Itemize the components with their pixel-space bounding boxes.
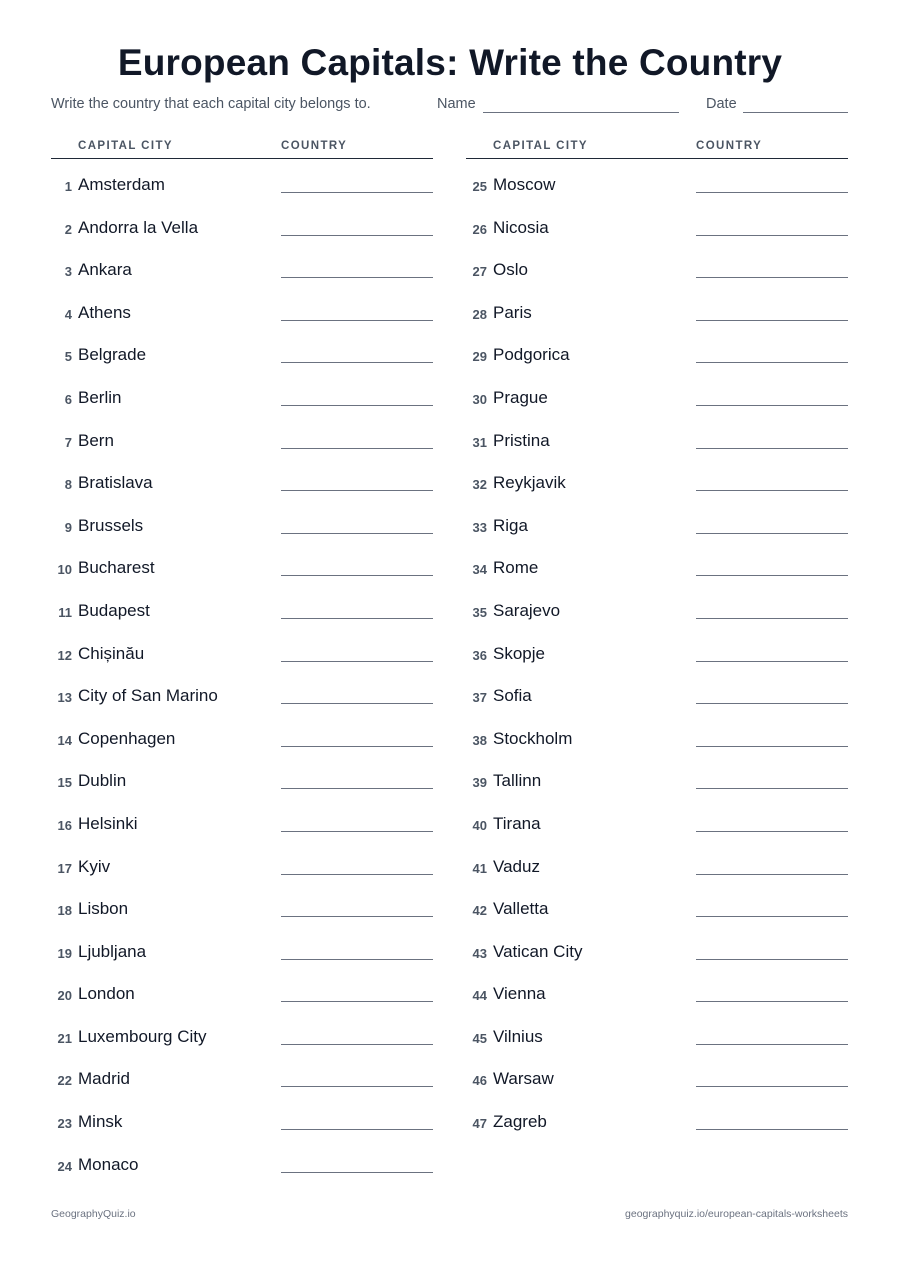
country-answer-line[interactable] xyxy=(281,575,433,576)
page-title: European Capitals: Write the Country xyxy=(117,42,783,83)
question-row xyxy=(51,503,433,546)
capital-city-name: Bern xyxy=(78,430,114,450)
country-answer-line[interactable] xyxy=(281,1086,433,1087)
country-answer-line[interactable] xyxy=(696,1129,848,1130)
question-number: 40 xyxy=(472,817,487,833)
country-answer-line[interactable] xyxy=(696,235,848,236)
country-answer-line[interactable] xyxy=(281,362,433,363)
question-row xyxy=(51,418,433,461)
question-row xyxy=(466,588,848,631)
question-number: 29 xyxy=(472,349,487,365)
question-row xyxy=(466,375,848,418)
question-row xyxy=(51,886,433,929)
question-number: 23 xyxy=(57,1116,72,1132)
country-answer-line[interactable] xyxy=(696,959,848,960)
question-number: 19 xyxy=(57,945,72,961)
question-number: 11 xyxy=(58,604,72,620)
question-row xyxy=(466,418,848,461)
question-row xyxy=(51,205,433,248)
capital-city-name: Prague xyxy=(493,387,548,407)
question-number: 43 xyxy=(472,945,487,961)
name-field[interactable] xyxy=(483,112,679,113)
country-answer-line[interactable] xyxy=(281,618,433,619)
header-country: COUNTRY xyxy=(281,140,348,152)
capital-city-name: Oslo xyxy=(493,260,528,280)
footer-brand: GeographyQuiz.io xyxy=(51,1208,136,1220)
question-number: 25 xyxy=(472,179,487,194)
country-answer-line[interactable] xyxy=(281,703,433,704)
question-row xyxy=(466,290,848,333)
country-answer-line[interactable] xyxy=(281,277,433,278)
country-answer-line[interactable] xyxy=(696,490,848,491)
question-number: 32 xyxy=(472,477,487,493)
country-answer-line[interactable] xyxy=(696,192,848,193)
capital-city-name: Andorra la Vella xyxy=(78,217,199,237)
country-answer-line[interactable] xyxy=(281,448,433,449)
capital-city-name: Sofia xyxy=(493,686,532,706)
capital-city-name: Paris xyxy=(493,302,532,322)
capital-city-name: Lisbon xyxy=(78,899,129,919)
question-number: 26 xyxy=(472,221,487,237)
question-number: 41 xyxy=(472,860,487,876)
question-number: 8 xyxy=(64,477,72,493)
capital-city-name: Budapest xyxy=(78,600,150,620)
country-answer-line[interactable] xyxy=(281,1172,433,1173)
capital-city-name: Valletta xyxy=(493,899,549,919)
country-answer-line[interactable] xyxy=(281,235,433,236)
question-row xyxy=(466,460,848,503)
footer-url: geographyquiz.io/european-capitals-worksheets xyxy=(625,1208,848,1220)
question-row xyxy=(51,162,433,205)
country-answer-line[interactable] xyxy=(696,831,848,832)
question-number: 39 xyxy=(472,775,487,791)
question-row xyxy=(51,375,433,418)
capital-city-name: Warsaw xyxy=(493,1069,554,1089)
question-number: 47 xyxy=(472,1116,487,1132)
question-number: 17 xyxy=(57,860,72,876)
capital-city-name: Reykjavik xyxy=(493,473,566,493)
country-answer-line[interactable] xyxy=(696,1044,848,1045)
question-number: 21 xyxy=(57,1030,72,1046)
capital-city-name: Minsk xyxy=(78,1112,123,1132)
question-row xyxy=(466,844,848,887)
country-answer-line[interactable] xyxy=(281,746,433,747)
question-number: 46 xyxy=(472,1073,487,1089)
country-answer-line[interactable] xyxy=(281,874,433,875)
country-answer-line[interactable] xyxy=(696,448,848,449)
question-row xyxy=(51,1142,433,1185)
left-column xyxy=(51,138,433,1184)
question-number: 1 xyxy=(64,179,72,194)
country-answer-line[interactable] xyxy=(696,746,848,747)
capital-city-name: Amsterdam xyxy=(78,175,165,194)
question-number: 22 xyxy=(57,1073,72,1089)
question-row xyxy=(466,545,848,588)
capital-city-name: Moscow xyxy=(493,175,556,194)
country-answer-line[interactable] xyxy=(281,661,433,662)
question-row xyxy=(466,1014,848,1057)
question-row xyxy=(51,1014,433,1057)
country-answer-line[interactable] xyxy=(696,788,848,789)
country-answer-line[interactable] xyxy=(281,788,433,789)
question-row xyxy=(51,929,433,972)
capital-city-name: Helsinki xyxy=(78,813,138,833)
right-column xyxy=(466,138,848,1142)
question-row xyxy=(51,247,433,290)
right-rows xyxy=(466,159,848,1142)
question-number: 20 xyxy=(57,988,72,1004)
capital-city-name: Vienna xyxy=(493,984,546,1004)
question-row xyxy=(466,332,848,375)
country-answer-line[interactable] xyxy=(696,1086,848,1087)
country-answer-line[interactable] xyxy=(696,362,848,363)
capital-city-name: Skopje xyxy=(493,643,545,663)
question-number: 12 xyxy=(57,647,72,663)
question-number: 6 xyxy=(64,391,72,407)
country-answer-line[interactable] xyxy=(696,916,848,917)
capital-city-name: Rome xyxy=(493,558,539,578)
question-number: 30 xyxy=(472,391,487,407)
capital-city-name: Belgrade xyxy=(78,345,147,365)
capital-city-name: Riga xyxy=(493,515,528,535)
question-row xyxy=(51,290,433,333)
capital-city-name: Kyiv xyxy=(78,856,111,876)
question-number: 13 xyxy=(57,690,72,706)
country-answer-line[interactable] xyxy=(281,959,433,960)
capital-city-name: Tirana xyxy=(493,813,541,833)
question-row xyxy=(466,631,848,674)
question-row xyxy=(466,1099,848,1142)
question-number: 44 xyxy=(472,988,487,1004)
country-answer-line[interactable] xyxy=(281,831,433,832)
question-row xyxy=(466,886,848,929)
question-row xyxy=(51,758,433,801)
country-answer-line[interactable] xyxy=(281,1001,433,1002)
question-row xyxy=(466,758,848,801)
capital-city-name: Sarajevo xyxy=(493,600,561,620)
capital-city-name: Berlin xyxy=(78,387,122,407)
country-answer-line[interactable] xyxy=(696,703,848,704)
country-answer-line[interactable] xyxy=(696,618,848,619)
capital-city-name: Vaduz xyxy=(493,856,540,876)
question-number: 7 xyxy=(64,434,72,450)
question-number: 31 xyxy=(472,434,487,450)
question-row xyxy=(466,673,848,716)
capital-city-name: Chișinău xyxy=(78,643,145,663)
question-number: 4 xyxy=(64,306,72,322)
question-row xyxy=(466,247,848,290)
question-number: 42 xyxy=(472,903,487,919)
question-row xyxy=(51,971,433,1014)
question-row xyxy=(466,162,848,205)
country-answer-line[interactable] xyxy=(696,575,848,576)
question-number: 15 xyxy=(57,775,72,791)
header-country: COUNTRY xyxy=(696,140,763,152)
question-number: 18 xyxy=(57,903,72,919)
question-number: 36 xyxy=(472,647,487,663)
question-row xyxy=(466,205,848,248)
question-number: 10 xyxy=(57,562,72,578)
capital-city-name: Ljubljana xyxy=(78,941,147,961)
instructions: Write the country that each capital city belongs to. xyxy=(51,96,371,112)
capital-city-name: Bucharest xyxy=(78,558,155,578)
capital-city-name: Bratislava xyxy=(78,473,153,493)
country-answer-line[interactable] xyxy=(696,874,848,875)
country-answer-line[interactable] xyxy=(696,277,848,278)
question-row xyxy=(51,631,433,674)
capital-city-name: London xyxy=(78,984,135,1004)
capital-city-name: Vatican City xyxy=(493,941,583,961)
country-answer-line[interactable] xyxy=(281,1129,433,1130)
country-answer-line[interactable] xyxy=(281,192,433,193)
question-number: 45 xyxy=(472,1030,487,1046)
question-number: 35 xyxy=(472,604,487,620)
question-row xyxy=(51,673,433,716)
capital-city-name: Podgorica xyxy=(493,345,570,365)
country-answer-line[interactable] xyxy=(281,320,433,321)
question-row xyxy=(51,716,433,759)
capital-city-name: Brussels xyxy=(78,515,144,535)
left-rows xyxy=(51,159,433,1184)
country-answer-line[interactable] xyxy=(281,916,433,917)
question-row xyxy=(466,1056,848,1099)
country-answer-line[interactable] xyxy=(281,1044,433,1045)
capital-city-name: Copenhagen xyxy=(78,728,176,748)
question-row xyxy=(466,929,848,972)
column-header xyxy=(51,138,433,159)
column-header xyxy=(466,138,848,159)
question-number: 3 xyxy=(64,264,72,280)
question-row xyxy=(51,588,433,631)
question-number: 24 xyxy=(57,1158,72,1174)
question-row xyxy=(466,971,848,1014)
question-number: 5 xyxy=(64,349,72,365)
date-field[interactable] xyxy=(743,112,848,113)
capital-city-name: Pristina xyxy=(493,430,550,450)
question-row xyxy=(51,332,433,375)
capital-city-name: Tallinn xyxy=(493,771,542,791)
question-number: 2 xyxy=(64,221,72,237)
capital-city-name: Monaco xyxy=(78,1154,139,1174)
country-answer-line[interactable] xyxy=(281,490,433,491)
country-answer-line[interactable] xyxy=(281,405,433,406)
country-answer-line[interactable] xyxy=(696,661,848,662)
question-row xyxy=(466,801,848,844)
question-number: 27 xyxy=(472,264,487,280)
question-number: 37 xyxy=(472,690,487,706)
country-answer-line[interactable] xyxy=(696,533,848,534)
capital-city-name: City of San Marino xyxy=(78,686,218,706)
question-number: 14 xyxy=(57,732,72,748)
capital-city-name: Zagreb xyxy=(493,1112,547,1132)
country-answer-line[interactable] xyxy=(696,320,848,321)
capital-city-name: Dublin xyxy=(78,771,127,791)
question-number: 16 xyxy=(57,817,72,833)
question-number: 33 xyxy=(472,519,487,535)
country-answer-line[interactable] xyxy=(696,1001,848,1002)
question-row xyxy=(51,844,433,887)
capital-city-name: Athens xyxy=(78,302,131,322)
capital-city-name: Luxembourg City xyxy=(78,1026,207,1046)
question-row xyxy=(466,503,848,546)
question-row xyxy=(466,716,848,759)
country-answer-line[interactable] xyxy=(281,533,433,534)
capital-city-name: Vilnius xyxy=(493,1026,543,1046)
question-number: 38 xyxy=(472,732,487,748)
header-capital-city: CAPITAL CITY xyxy=(493,140,588,152)
question-row xyxy=(51,460,433,503)
question-number: 9 xyxy=(64,519,72,535)
header-capital-city: CAPITAL CITY xyxy=(78,140,173,152)
date-label: Date xyxy=(706,96,737,112)
question-number: 28 xyxy=(472,306,487,322)
country-answer-line[interactable] xyxy=(696,405,848,406)
question-row xyxy=(51,545,433,588)
question-row xyxy=(51,1099,433,1142)
capital-city-name: Madrid xyxy=(78,1069,130,1089)
capital-city-name: Ankara xyxy=(78,260,132,280)
name-label: Name xyxy=(437,96,476,112)
question-number: 34 xyxy=(472,562,487,578)
question-row xyxy=(51,801,433,844)
capital-city-name: Nicosia xyxy=(493,217,549,237)
capital-city-name: Stockholm xyxy=(493,728,573,748)
question-row xyxy=(51,1056,433,1099)
